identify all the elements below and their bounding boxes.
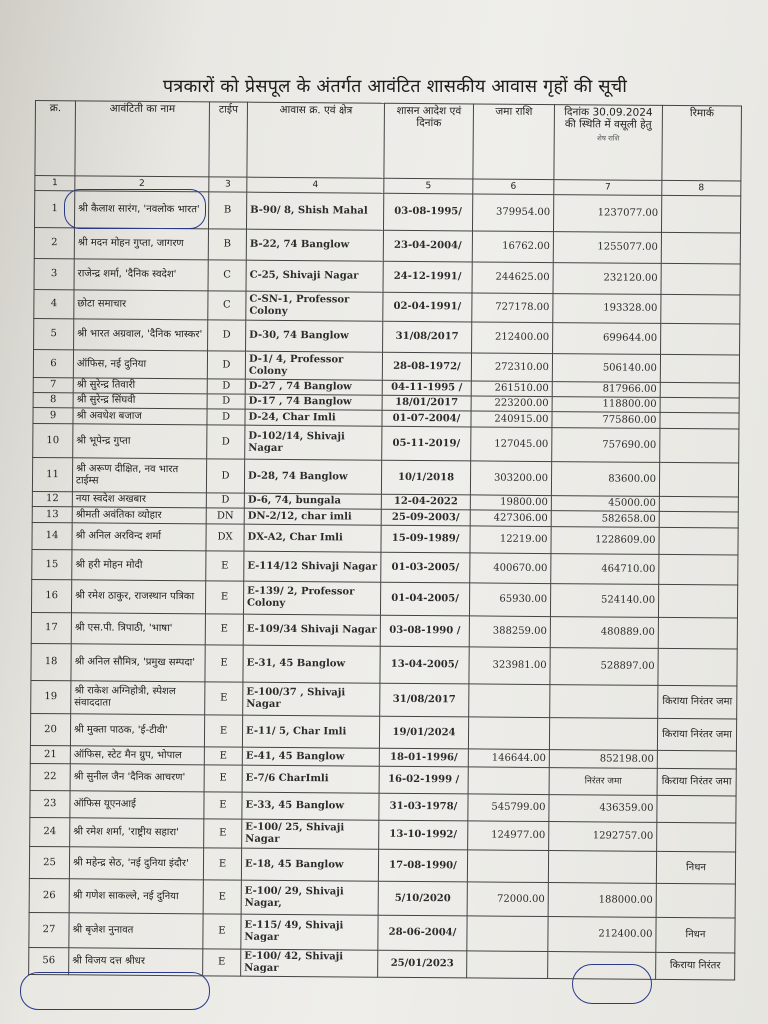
deposit-amount: 388259.00 [469, 616, 550, 648]
allottee-name: श्री अरूण दीक्षित, नव भारत टाईम्स [72, 458, 206, 493]
serial-number: 12 [32, 491, 72, 506]
balance-amount: 464710.00 [551, 554, 659, 585]
house-address: D-17 , 74 Banglow [245, 394, 382, 410]
remark-cell: किराया निरंतर जमा [657, 768, 736, 796]
allottee-name: श्री सुनील जैन 'दैनिक आचरण' [70, 764, 204, 792]
allottee-name: श्री मदन मोहन गुप्ता, जागरण [74, 228, 208, 260]
remark-cell [660, 412, 739, 429]
allottee-name: श्री एस.पी. त्रिपाठी, 'भाषा' [71, 613, 205, 645]
deposit-amount [468, 767, 549, 795]
serial-number: 7 [33, 377, 73, 392]
serial-number: 19 [31, 680, 71, 713]
balance-amount [548, 851, 656, 884]
order-date: 13-10-1992/ [379, 820, 468, 850]
house-type: DN [206, 508, 244, 524]
balance-amount: 436359.00 [549, 795, 657, 823]
balance-amount: 757690.00 [552, 428, 660, 463]
allotment-table [28, 100, 742, 981]
order-date: 19/01/2024 [379, 716, 468, 749]
deposit-amount: 127045.00 [471, 427, 552, 462]
serial-number: 1 [34, 191, 74, 228]
house-address: E-41, 45 Banglow [242, 747, 379, 766]
order-date: 01-04-2005/ [380, 582, 469, 616]
balance-amount: 1292757.00 [549, 822, 657, 852]
deposit-amount [467, 951, 548, 979]
allottee-name: श्रीमती अवंतिका व्योहार [72, 507, 206, 524]
balance-amount: 699644.00 [553, 323, 661, 355]
house-type: E [204, 819, 242, 848]
serial-number: 27 [29, 912, 69, 947]
order-date: 31/08/2017 [380, 683, 469, 717]
table-row [29, 947, 735, 980]
header-type: टाईप [209, 102, 248, 177]
serial-number: 26 [29, 878, 69, 912]
allottee-name: श्री सुरेन्द्र सिंघवी [73, 393, 207, 409]
allottee-name: श्री सुरेन्द्र तिवारी [73, 378, 207, 394]
house-type: E [203, 949, 241, 976]
house-address: D-28, 74 Banglow [244, 459, 381, 494]
house-address: E-139/ 2, Professor Colony [243, 581, 380, 615]
allottee-name: श्री विजय दत्त श्रीधर [69, 948, 203, 976]
house-address: C-SN-1, Professor Colony [246, 291, 383, 321]
remark-cell [658, 617, 737, 649]
house-type: E [204, 792, 242, 819]
house-address: E-100/ 42, Shivaji Nagar [241, 949, 378, 977]
remark-cell [660, 397, 739, 413]
deposit-amount: 400670.00 [470, 553, 551, 584]
house-type: D [207, 425, 245, 459]
house-type: E [204, 747, 242, 765]
deposit-amount: 240915.00 [471, 411, 552, 428]
deposit-amount: 65930.00 [469, 583, 550, 617]
allottee-name: श्री बृजेश नुनावत [69, 913, 203, 949]
house-type: B [208, 229, 246, 260]
house-type: D [206, 459, 244, 493]
balance-amount: 1255077.00 [553, 232, 661, 264]
table-row [31, 680, 737, 719]
serial-number: 24 [30, 817, 70, 846]
balance-amount: 232120.00 [553, 263, 661, 295]
remark-cell [657, 822, 736, 852]
house-address: D-1/ 4, Professor Colony [245, 351, 382, 380]
table-row [33, 423, 739, 463]
deposit-amount: 545799.00 [468, 794, 549, 822]
header-balance-main: दिनांक 30.09.2024 की स्थिति में वसूली हेतु [564, 106, 653, 131]
serial-number: 10 [33, 423, 73, 457]
header-remark: रिमार्क [662, 105, 742, 181]
order-date: 24-12-1991/ [383, 261, 472, 293]
column-number: 3 [209, 177, 247, 192]
balance-amount [549, 718, 657, 751]
remark-cell [659, 554, 738, 585]
allottee-name: श्री रमेश शर्मा, 'राष्ट्रीय सहारा' [70, 818, 204, 848]
house-address: D-6, 74, bungala [244, 493, 381, 509]
remark-cell [661, 232, 740, 264]
balance-amount: 1237077.00 [553, 195, 661, 233]
remark-cell: किराया निरंतर जमा [658, 685, 737, 719]
house-type: E [203, 880, 241, 914]
serial-number: 13 [32, 506, 72, 522]
remark-cell [660, 382, 739, 398]
table-row [32, 457, 738, 497]
serial-number: 16 [31, 579, 71, 612]
order-date: 18-01-1996/ [379, 748, 468, 767]
house-address: D-27 , 74 Banglow [245, 379, 382, 395]
house-address: E-100/37 , Shivaji Nagar [243, 682, 380, 716]
house-address: E-31, 45 Banglow [243, 645, 380, 683]
balance-amount: 83600.00 [551, 462, 659, 497]
balance-amount: 212400.00 [548, 917, 656, 953]
remark-cell [657, 750, 736, 769]
order-date: 16-02-1999 / [379, 766, 468, 794]
house-type: D [207, 409, 245, 425]
remark-cell [656, 883, 735, 918]
order-date: 04-11-1995 / [382, 380, 471, 396]
house-address: E-114/12 Shivaji Nagar [244, 551, 381, 582]
allottee-name: श्री अनिल अरविन्द शर्मा [72, 523, 206, 551]
house-type: B [208, 192, 246, 229]
house-type: D [208, 320, 246, 351]
house-type: E [203, 914, 241, 949]
order-date: 17-08-1990/ [378, 849, 467, 882]
serial-number: 20 [30, 713, 70, 745]
house-type: C [208, 260, 246, 291]
order-date: 25/01/2023 [378, 950, 467, 978]
house-type: E [205, 614, 243, 645]
balance-amount: 480889.00 [550, 617, 658, 649]
order-date: 31/08/2017 [383, 321, 472, 353]
deposit-amount: 303200.00 [470, 461, 551, 496]
serial-number: 9 [33, 407, 73, 423]
balance-amount: 45000.00 [551, 496, 659, 512]
house-type: E [204, 765, 242, 792]
column-number: 8 [662, 180, 741, 196]
deposit-amount: 272310.00 [471, 353, 552, 382]
table-row [31, 579, 737, 618]
deposit-amount: 379954.00 [472, 194, 553, 232]
house-address: E-33, 45 Banglow [242, 792, 379, 820]
table-row [34, 191, 740, 234]
house-address: B-90/ 8, Shish Mahal [246, 192, 383, 230]
deposit-amount: 727178.00 [472, 293, 553, 323]
serial-number: 8 [33, 392, 73, 407]
order-date: 31-03-1978/ [379, 793, 468, 821]
remark-cell [658, 648, 737, 686]
balance-amount: 506140.00 [552, 354, 660, 383]
remark-cell: निधन [656, 851, 735, 884]
balance-amount: 1228609.00 [551, 527, 659, 555]
serial-number: 17 [31, 612, 71, 643]
allottee-name: श्री रमेश ठाकुर, राजस्थान पत्रिका [71, 580, 205, 614]
house-address: DN-2/12, char imli [244, 508, 381, 525]
header-house: आवास क्र. एवं क्षेत्र [247, 102, 385, 178]
deposit-amount: 223200.00 [471, 396, 552, 412]
deposit-amount: 124977.00 [468, 821, 549, 851]
house-type: E [205, 682, 243, 715]
column-number: 4 [247, 177, 384, 193]
deposit-amount [469, 684, 550, 718]
house-type: E [206, 551, 244, 581]
header-balance-sub: शेष राशि [597, 134, 620, 143]
remark-cell [661, 294, 740, 324]
balance-amount [550, 685, 658, 719]
table-row [29, 912, 735, 953]
deposit-amount [468, 717, 549, 750]
remark-cell [659, 527, 738, 555]
deposit-amount: 12219.00 [470, 526, 551, 554]
balance-amount [548, 952, 656, 980]
column-number: 1 [35, 176, 75, 191]
deposit-amount: 212400.00 [472, 322, 553, 354]
deposit-amount: 244625.00 [472, 262, 553, 294]
page-title: पत्रकारों को प्रेसपूल के अंतर्गत आवंटित शासकीय आवास गृहों की सूची [162, 76, 628, 97]
house-address: E-18, 45 Banglow [241, 848, 378, 881]
allottee-name: श्री महेन्द्र सेठ, 'नई दुनिया इंदौर' [69, 847, 203, 880]
house-type: E [205, 581, 243, 614]
house-address: D-30, 74 Banglow [246, 320, 383, 352]
header-order: शासन आदेश एवं दिनांक [384, 103, 474, 179]
remark-cell [661, 195, 740, 233]
balance-amount: 852198.00 [549, 750, 657, 769]
allottee-name: श्री भारत अग्रवाल, 'दैनिक भास्कर' [74, 319, 208, 351]
table-row [31, 643, 737, 686]
house-address: E-7/6 CharImli [242, 765, 379, 793]
remark-cell [659, 511, 738, 528]
header-name: आवंटिती का नाम [75, 101, 210, 177]
deposit-amount: 146644.00 [468, 749, 549, 768]
serial-number: 6 [33, 349, 73, 377]
serial-number: 21 [30, 745, 70, 763]
allottee-name: ऑफिस, नई दुनिया [73, 350, 207, 379]
deposit-amount: 261510.00 [471, 381, 552, 397]
allottee-name: छोटा समाचार [74, 290, 208, 320]
remark-cell [661, 323, 740, 355]
allottee-name: श्री अनिल सौमित्र, 'प्रमुख सम्पदा' [71, 644, 205, 682]
balance-amount: 118800.00 [552, 397, 660, 413]
serial-number: 56 [29, 947, 69, 974]
header-deposit: जमा राशि [473, 104, 555, 180]
order-date: 01-07-2004/ [382, 410, 471, 427]
deposit-amount: 427306.00 [470, 510, 551, 527]
column-number: 7 [554, 180, 662, 196]
remark-cell: किराया निरंतर जमा [657, 718, 736, 751]
house-address: E-115/ 49, Shivaji Nagar [241, 914, 378, 950]
order-date: 02-04-1991/ [383, 292, 472, 322]
allottee-name: श्री अवधेश बजाज [73, 408, 207, 425]
deposit-amount: 19800.00 [470, 495, 551, 511]
serial-number: 14 [32, 522, 72, 549]
allottee-name: ऑफिस, स्टेट मैन ग्रुप, भोपाल [70, 746, 204, 765]
remark-cell [657, 795, 736, 823]
column-number: 5 [384, 178, 473, 194]
order-date: 12-04-2022 [381, 494, 470, 510]
order-date: 5/10/2020 [378, 881, 467, 916]
house-address: D-102/14, Shivaji Nagar [245, 425, 382, 460]
remark-cell [659, 496, 738, 512]
balance-amount: 193328.00 [553, 294, 661, 324]
allottee-name: श्री भूपेन्द्र गुप्ता [73, 424, 207, 459]
house-type: E [205, 645, 243, 682]
serial-number: 4 [34, 289, 74, 318]
allottee-name: श्री मुक्ता पाठक, 'ई-टीवी' [70, 714, 204, 747]
order-date: 10/1/2018 [381, 460, 470, 495]
balance-amount: 528897.00 [550, 648, 658, 686]
remark-cell: निधन [656, 917, 735, 953]
house-address: D-24, Char Imli [245, 409, 382, 426]
remark-cell [660, 354, 739, 383]
house-type: D [206, 493, 244, 508]
house-type: D [207, 351, 245, 379]
deposit-amount: 16762.00 [472, 231, 553, 263]
serial-number: 18 [31, 643, 71, 680]
order-date: 15-09-1989/ [381, 525, 470, 553]
order-date: 03-08-1995/ [383, 193, 472, 231]
house-address: E-100/ 25, Shivaji Nagar [242, 819, 379, 849]
house-address: B-22, 74 Banglow [246, 229, 383, 261]
order-date: 28-08-1972/ [382, 352, 471, 381]
allottee-name: श्री कैलाश सारंग, 'नवलोक भारत' [74, 191, 208, 229]
order-date: 25-09-2003/ [381, 509, 470, 526]
order-date: 28-06-2004/ [378, 915, 467, 951]
house-address: C-25, Shivaji Nagar [246, 260, 383, 292]
balance-amount: 188000.00 [548, 883, 656, 918]
serial-number: 23 [30, 790, 70, 817]
order-date: 13-04-2005/ [380, 646, 469, 684]
serial-number: 2 [34, 228, 74, 259]
remark-cell [661, 263, 740, 295]
serial-number: 15 [32, 549, 72, 579]
house-type: E [204, 715, 242, 747]
column-number: 2 [75, 176, 209, 192]
header-sn: क्र. [35, 101, 76, 176]
balance-amount: 817966.00 [552, 382, 660, 398]
house-address: DX-A2, Char Imli [244, 524, 381, 552]
serial-number: 5 [34, 318, 74, 349]
table-row [29, 878, 735, 918]
order-date: 23-04-2004/ [383, 230, 472, 262]
house-address: E-11/ 5, Char Imli [242, 715, 379, 748]
remark-cell: किराया निरंतर [656, 952, 735, 980]
allottee-name: ऑफिस यूएनआई [70, 791, 204, 819]
house-type: D [207, 394, 245, 409]
header-row [35, 101, 742, 182]
serial-number: 22 [30, 763, 70, 790]
allottee-name: श्री हरी मोहन मोदी [72, 550, 206, 581]
order-date: 18/01/2017 [382, 395, 471, 411]
house-address: E-109/34 Shivaji Nagar [243, 614, 380, 646]
column-number: 6 [473, 179, 554, 195]
house-type: E [203, 848, 241, 880]
order-date: 01-03-2005/ [381, 552, 470, 583]
house-type: DX [206, 524, 244, 551]
order-date: 03-08-1990 / [380, 615, 469, 647]
balance-amount: निरंतर जमा [549, 768, 657, 796]
serial-number: 3 [34, 258, 74, 289]
remark-cell [658, 584, 737, 618]
remark-cell [659, 462, 738, 497]
pen-circle-annotation [20, 972, 210, 1010]
deposit-amount: 72000.00 [467, 882, 548, 917]
deposit-amount [467, 916, 548, 952]
serial-number: 25 [29, 846, 69, 878]
deposit-amount [467, 850, 548, 883]
house-address: E-100/ 29, Shivaji Nagar, [241, 880, 378, 915]
allottee-name: श्री गणेश साकल्ले, नई दुनिया [69, 879, 203, 914]
order-date: 05-11-2019/ [382, 426, 471, 461]
deposit-amount: 323981.00 [469, 647, 550, 685]
house-type: C [208, 291, 246, 320]
allottee-name: श्री राकेश अग्निहोत्री, स्पेशल संवाददाता [71, 681, 205, 715]
balance-amount: 775860.00 [552, 412, 660, 429]
remark-cell [660, 428, 739, 463]
allottee-name: राजेन्द्र शर्मा, 'दैनिक स्वदेश' [74, 259, 208, 291]
header-balance [554, 105, 663, 181]
balance-amount: 582658.00 [551, 511, 659, 528]
house-type: D [207, 379, 245, 394]
serial-number: 11 [32, 457, 72, 491]
allottee-name: नया स्वदेश अखबार [72, 492, 206, 508]
balance-amount: 524140.00 [550, 584, 658, 618]
